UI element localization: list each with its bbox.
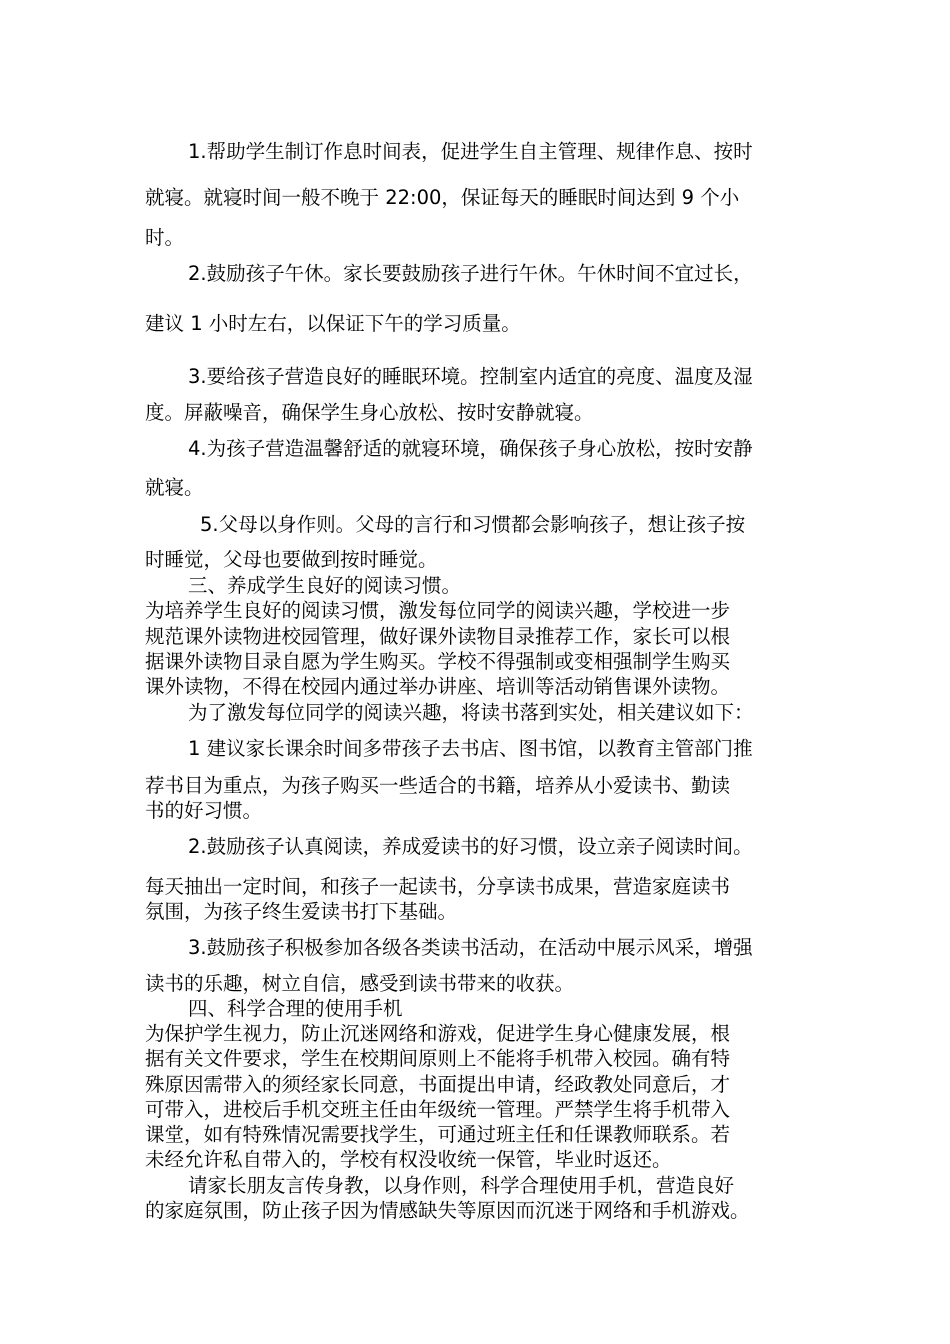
text-line: 2.鼓励孩子午休。家长要鼓励孩子进行午休。午休时间不宜过长，: [188, 262, 753, 285]
text-line: 的家庭氛围，防止孩子因为情感缺失等原因而沉迷于网络和手机游戏。: [145, 1199, 750, 1222]
text-line: 3.鼓励孩子积极参加各级各类读书活动，在活动中展示风采，增强: [188, 936, 753, 959]
text-line: 为了激发每位同学的阅读兴趣，将读书落到实处，相关建议如下：: [188, 701, 754, 724]
text-line: 读书的乐趣，树立自信，感受到读书带来的收获。: [145, 972, 575, 995]
section-heading: 三、养成学生良好的阅读习惯。: [188, 574, 462, 597]
text-line: 课堂，如有特殊情况需要找学生，可通过班主任和任课教师联系。若: [145, 1123, 731, 1146]
text-line: 规范课外读物进校园管理，做好课外读物目录推荐工作，家长可以根: [145, 625, 731, 648]
text-line: 就寝。就寝时间一般不晚于 22:00，保证每天的睡眠时间达到 9 个小: [145, 186, 740, 209]
section-heading: 四、科学合理的使用手机: [188, 997, 403, 1020]
text-line: 2.鼓励孩子认真阅读，养成爱读书的好习惯，设立亲子阅读时间。: [188, 835, 753, 858]
text-line: 为培养学生良好的阅读习惯，激发每位同学的阅读兴趣，学校进一步: [145, 599, 731, 622]
text-line: 课外读物，不得在校园内通过举办讲座、培训等活动销售课外读物。: [145, 675, 731, 698]
text-line: 未经允许私自带入的，学校有权没收统一保管，毕业时返还。: [145, 1148, 672, 1171]
text-line: 1 建议家长课余时间多带孩子去书店、图书馆，以教育主管部门推: [188, 737, 753, 760]
text-line: 据课外读物目录自愿为学生购买。学校不得强制或变相强制学生购买: [145, 650, 731, 673]
text-line: 1.帮助学生制订作息时间表，促进学生自主管理、规律作息、按时: [188, 140, 753, 163]
text-line: 书的好习惯。: [145, 799, 263, 822]
text-line: 荐书目为重点，为孩子购买一些适合的书籍，培养从小爱读书、勤读: [145, 774, 731, 797]
text-line: 氛围，为孩子终生爱读书打下基础。: [145, 900, 458, 923]
text-line: 3.要给孩子营造良好的睡眠环境。控制室内适宜的亮度、温度及湿: [188, 365, 753, 388]
text-line: 请家长朋友言传身教，以身作则，科学合理使用手机，营造良好: [188, 1174, 735, 1197]
text-line: 度。屏蔽噪音，确保学生身心放松、按时安静就寝。: [145, 401, 594, 424]
text-line: 时睡觉，父母也要做到按时睡觉。: [145, 548, 438, 571]
text-line: 建议 1 小时左右，以保证下午的学习质量。: [145, 312, 521, 335]
text-line: 可带入，进校后手机交班主任由年级统一管理。严禁学生将手机带入: [145, 1098, 731, 1121]
text-line: 每天抽出一定时间，和孩子一起读书，分享读书成果，营造家庭读书: [145, 875, 731, 898]
text-line: 为保护学生视力，防止沉迷网络和游戏，促进学生身心健康发展，根: [145, 1022, 731, 1045]
text-line: 据有关文件要求，学生在校期间原则上不能将手机带入校园。确有特: [145, 1047, 731, 1070]
text-line: 时。: [145, 226, 185, 249]
text-line: 殊原因需带入的须经家长同意，书面提出申请，经政教处同意后，才: [145, 1073, 731, 1096]
text-line: 4.为孩子营造温馨舒适的就寝环境，确保孩子身心放松，按时安静: [188, 437, 753, 460]
text-line: 就寝。: [145, 476, 204, 499]
text-line: 5.父母以身作则。父母的言行和习惯都会影响孩子，想让孩子按: [200, 513, 746, 536]
